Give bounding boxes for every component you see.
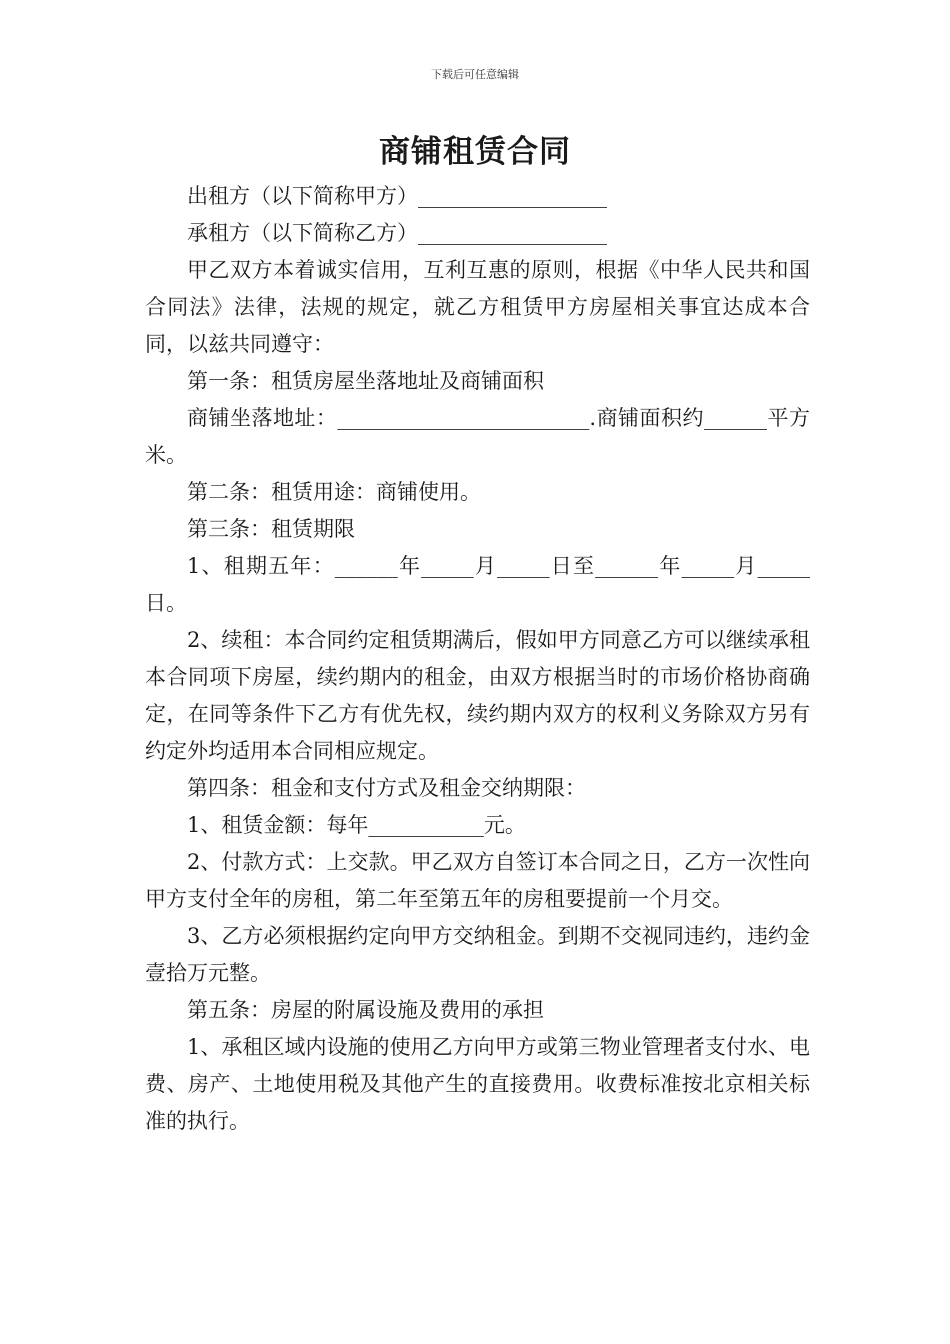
facilities-fees-paragraph: 1、承租区域内设施的使用乙方向甲方或第三物业管理者支付水、电费、房产、土地使用税及其他产生的直接费用。收费标准按北京相关标准的执行。 [145, 1035, 810, 1133]
lease-term-line: 1、租期五年：______年_____月_____日至______年_____月_____日。 [145, 554, 810, 615]
article-2-heading: 第二条：租赁用途：商铺使用。 [187, 480, 481, 504]
document-body [145, 178, 810, 1140]
lessee-line: 承租方（以下简称乙方）__________________ [187, 221, 607, 245]
article-1-heading: 第一条：租赁房屋坐落地址及商铺面积 [187, 369, 544, 393]
payment-method-paragraph: 2、付款方式：上交款。甲乙双方自签订本合同之日，乙方一次性向甲方支付全年的房租，第二年至第五年的房租要提前一个月交。 [145, 850, 810, 911]
header-note: 下载后可任意编辑 [431, 68, 519, 81]
rent-amount-line: 1、租赁金额：每年___________元。 [187, 813, 526, 837]
article-5-heading: 第五条：房屋的附属设施及费用的承担 [187, 998, 544, 1022]
preamble-paragraph: 甲乙双方本着诚实信用，互利互惠的原则，根据《中华人民共和国合同法》法律，法规的规定，就乙方租赁甲方房屋相关事宜达成本合同，以兹共同遵守： [145, 258, 810, 356]
late-payment-paragraph: 3、乙方必须根据约定向甲方交纳租金。到期不交视同违约，违约金壹拾万元整。 [145, 924, 810, 985]
document-title: 商铺租赁合同 [379, 134, 571, 170]
lessor-line: 出租方（以下简称甲方）__________________ [187, 184, 607, 208]
renewal-paragraph: 2、续租：本合同约定租赁期满后，假如甲方同意乙方可以继续承租本合同项下房屋，续约期内的租金，由双方根据当时的市场价格协商确定，在同等条件下乙方有优先权，续约期内双方的权利义务除双方另有约定外均适用本合同相应规定。 [145, 628, 810, 763]
article-3-heading: 第三条：租赁期限 [187, 517, 355, 541]
shop-address-line: 商铺坐落地址：________________________.商铺面积约______平方米。 [145, 406, 810, 467]
article-4-heading: 第四条：租金和支付方式及租金交纳期限： [187, 776, 586, 800]
